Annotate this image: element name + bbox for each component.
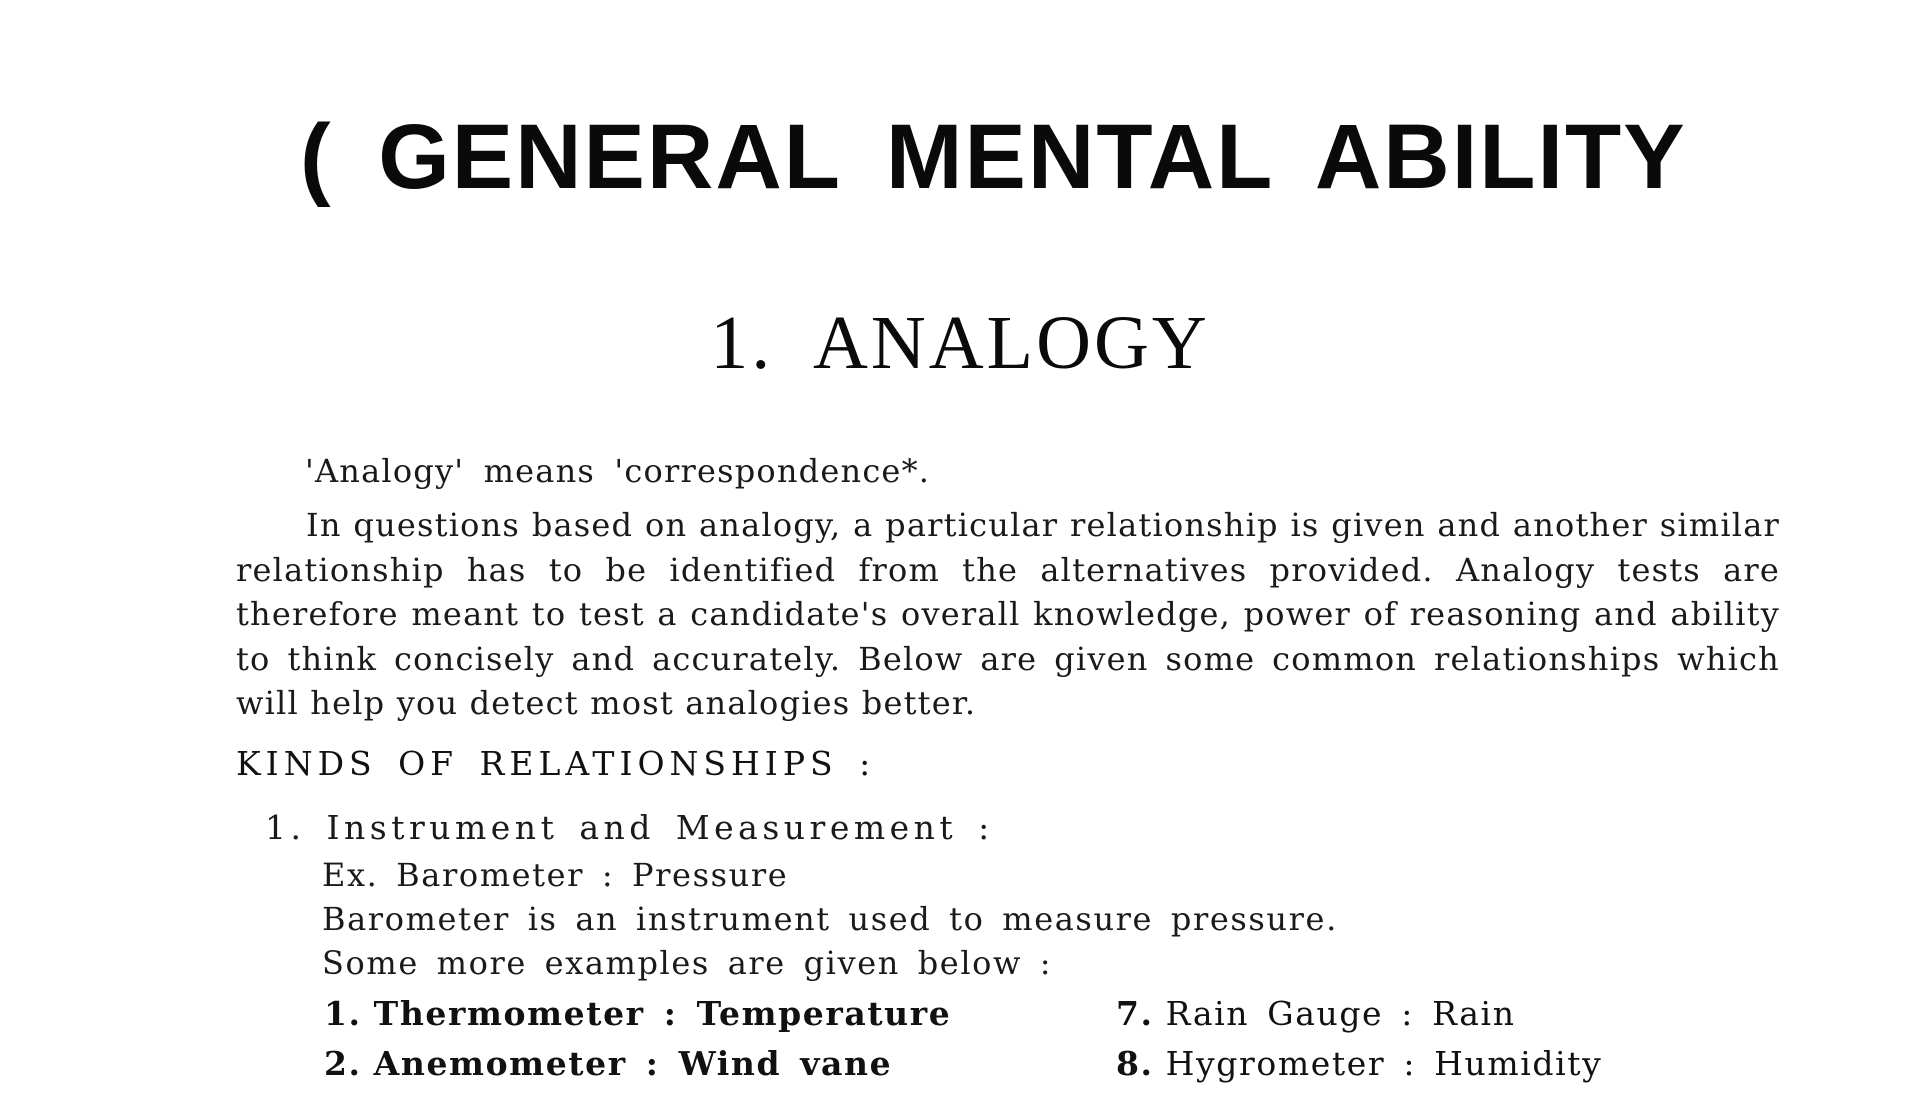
example-text: Thermometer : Temperature (373, 994, 952, 1033)
example-number: 1. (324, 994, 362, 1033)
example-item (324, 1044, 951, 1094)
examples-right-column (1116, 994, 1602, 1094)
example-text: Hygrometer : Humidity (1165, 1044, 1603, 1083)
intro-line: 'Analogy' means 'correspondence*. (305, 452, 931, 490)
chapter-title: 1. ANALOGY (710, 301, 1210, 385)
examples-left-column (324, 994, 951, 1094)
intro-paragraph: In questions based on analogy, a particular relationship is given and another similar relationship has to be identified from the alternatives provided. Analogy tests are therefore meant to test a candidate's overall knowledge, power of reasoning and ability to think concisely and accurately. Below are given some common relationships which will help you detect most analogies better. (236, 506, 1780, 722)
example-text: Rain Gauge : Rain (1165, 994, 1516, 1033)
example-text: Anemometer : Wind vane (373, 1044, 893, 1083)
example-item (1116, 994, 1602, 1044)
more-examples-label: Some more examples are given below : (322, 944, 1053, 982)
page-title: ( GENERAL MENTAL ABILITY (300, 106, 1687, 208)
example-number: 7. (1116, 994, 1154, 1033)
section-heading: KINDS OF RELATIONSHIPS : (236, 744, 876, 783)
example-line: Ex. Barometer : Pressure (322, 856, 789, 894)
example-item (324, 994, 951, 1044)
example-item (1116, 1044, 1602, 1094)
example-number: 2. (324, 1044, 362, 1083)
explanation-line: Barometer is an instrument used to measure pressure. (322, 900, 1338, 938)
relationship-heading: 1. Instrument and Measurement : (265, 808, 994, 847)
example-number: 8. (1116, 1044, 1154, 1083)
